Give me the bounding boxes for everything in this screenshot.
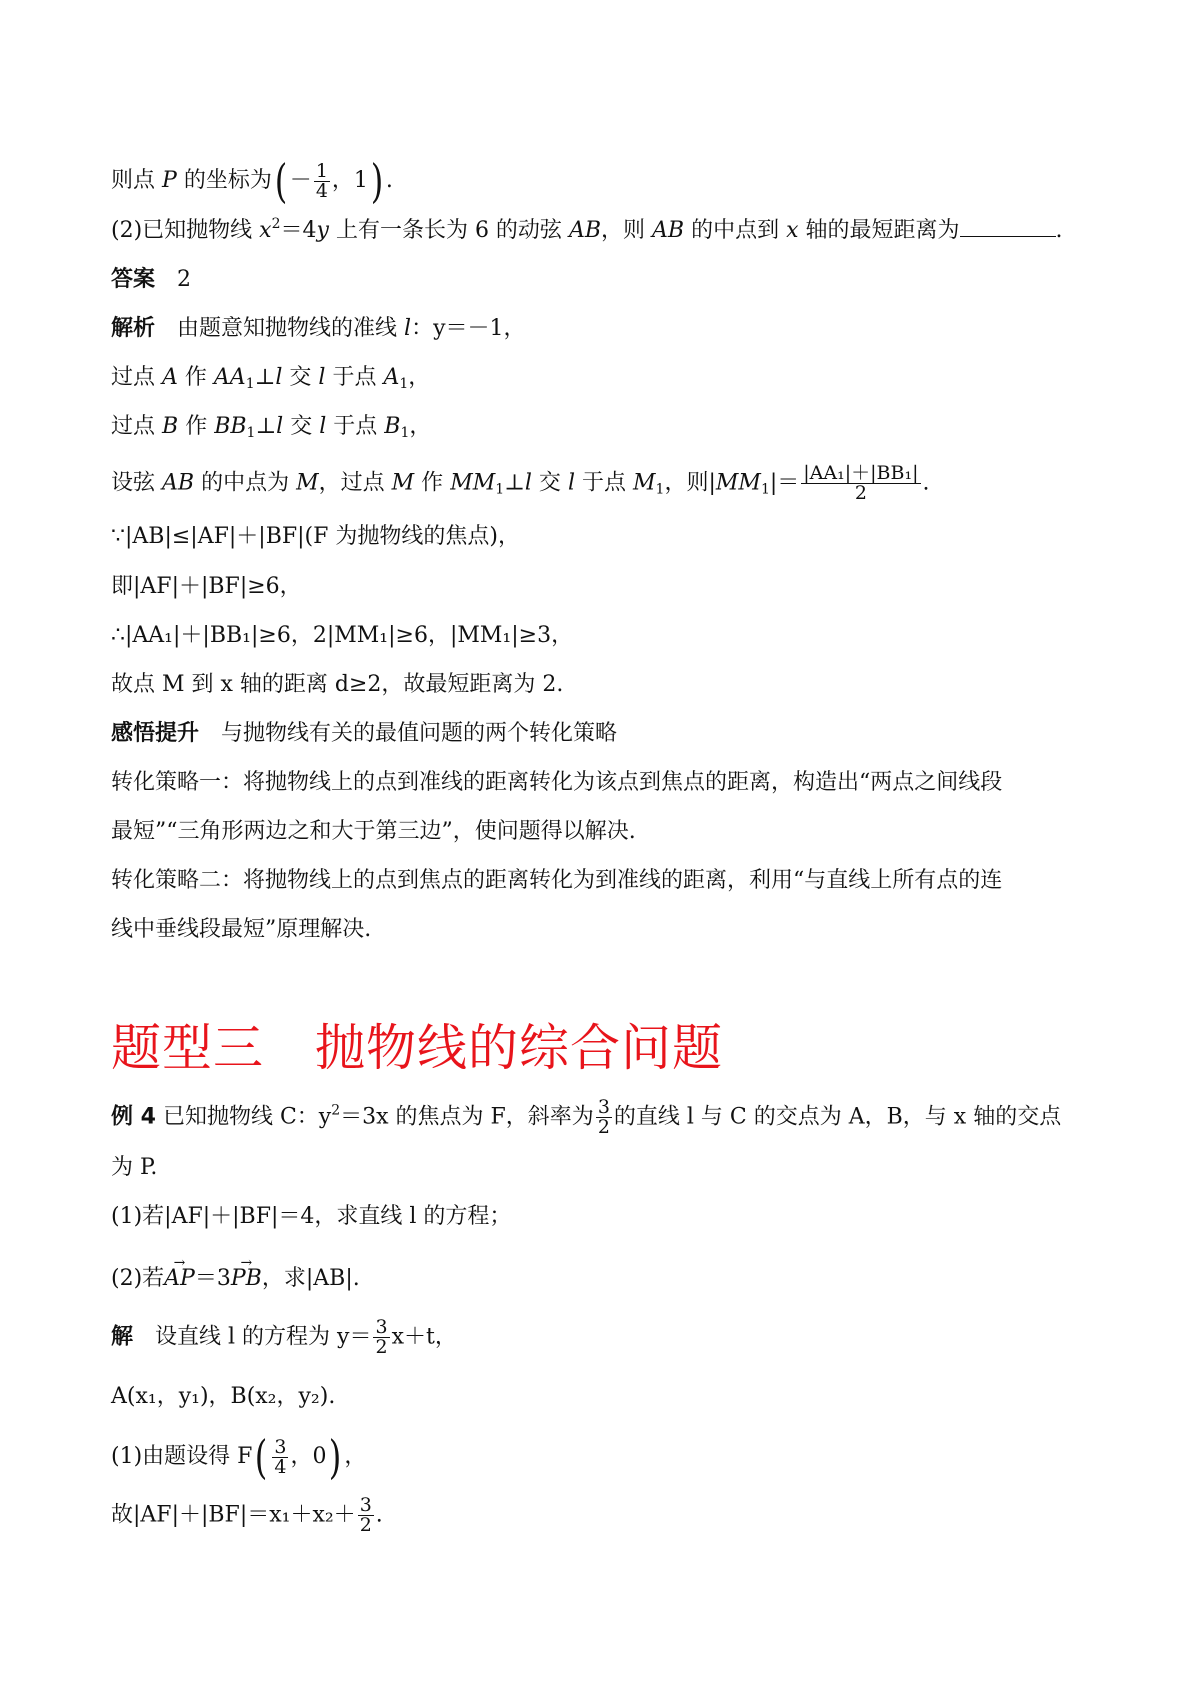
text-line-point-p: 则点 P 的坐标为( － $\frac{1}{4}$ ，1) . <box>111 154 393 208</box>
solution-line: 解 设直线 l 的方程为 y＝ $\frac{3}{2}$ x＋t， <box>111 1316 457 1358</box>
strategy-2-line-1: 转化策略二：将抛物线上的点到焦点的距离转化为到准线的距离，利用“与直线上所有点的连 <box>111 868 1003 893</box>
part-1-focus: (1)由题设得 F( $\frac{3}{4}$ ，0) ， <box>111 1430 367 1484</box>
question-1: (1)若|AF|＋|BF|＝4，求直线 l 的方程； <box>111 1204 512 1229</box>
strategy-2-line-2: 线中垂线段最短”原理解决. <box>111 917 372 942</box>
example-label: 例 4 <box>111 1104 156 1130</box>
insight-label: 感悟提升 <box>111 721 200 746</box>
text-line-therefore: ∴|AA₁|＋|BB₁|≥6，2|MM₁|≥6，|MM₁|≥3， <box>111 623 574 648</box>
text-line-bb1: 过点 B 作 $BB_1\perp l$ 交 l 于点 $B_1$， <box>111 414 432 441</box>
strategy-1-line-1: 转化策略一：将抛物线上的点到准线的距离转化为该点到焦点的距离，构造出“两点之间线段 <box>111 770 1003 795</box>
example-4-line-2: 为 P. <box>111 1155 158 1180</box>
solution-label: 解 <box>111 1324 134 1350</box>
vector-ap: AP → <box>164 1262 195 1296</box>
text-line-aa1: 过点 A 作 $AA_1\perp l$ 交 l 于点 $A_1$， <box>111 365 431 392</box>
analysis-line: 解析 由题意知抛物线的准线 l：y＝－1， <box>111 316 526 341</box>
section-heading: 题型三 抛物线的综合问题 <box>111 1019 723 1077</box>
vector-pb: PB → <box>231 1262 262 1296</box>
text-line-because: ∵|AB|≤|AF|＋|BF|(F 为抛物线的焦点)， <box>111 524 520 549</box>
question-2: (2)若AP →＝3PB →，求|AB|. <box>111 1262 1108 1296</box>
coords-line: A(x₁，y₁)，B(x₂，y₂). <box>111 1384 336 1409</box>
example-4-line-1: 例 4 已知抛物线 C：$y^2=3x$ 的焦点为 F，斜率为 $\frac{3}{2}$ 的直线 l 与 C 的交点为 A，B，与 x 轴的交点 <box>111 1096 1062 1138</box>
analysis-label: 解析 <box>111 316 156 341</box>
answer-blank <box>960 216 1056 237</box>
part-1-sum: 故|AF|＋|BF|＝x₁＋x₂＋ $\frac{3}{2}$ . <box>111 1494 383 1536</box>
insight-line: 感悟提升 与抛物线有关的最值问题的两个转化策略 <box>111 721 618 746</box>
strategy-1-line-2: 最短”“三角形两边之和大于第三边”，使问题得以解决. <box>111 819 636 844</box>
text-line-midpoint-m: 设弦 AB 的中点为 M，过点 M 作 $MM_1\perp l$ 交 l 于点 $M_1$，则$|MM_1|=$ $\frac{\text{|AA₁|＋|BB₁|}}{2}$ . <box>111 462 930 504</box>
text-line-conclusion: 故点 M 到 x 轴的距离 d≥2，故最短距离为 2. <box>111 672 564 697</box>
text-line-that-is: 即|AF|＋|BF|≥6， <box>111 574 302 599</box>
answer-line: 答案 2 <box>111 267 192 292</box>
answer-label: 答案 <box>111 267 156 292</box>
text-line-problem-2: (2)已知抛物线 $x^2=4y$ 上有一条长为 6 的动弦 AB，则 AB 的中点到 x 轴的最短距离为 . <box>111 216 1063 243</box>
